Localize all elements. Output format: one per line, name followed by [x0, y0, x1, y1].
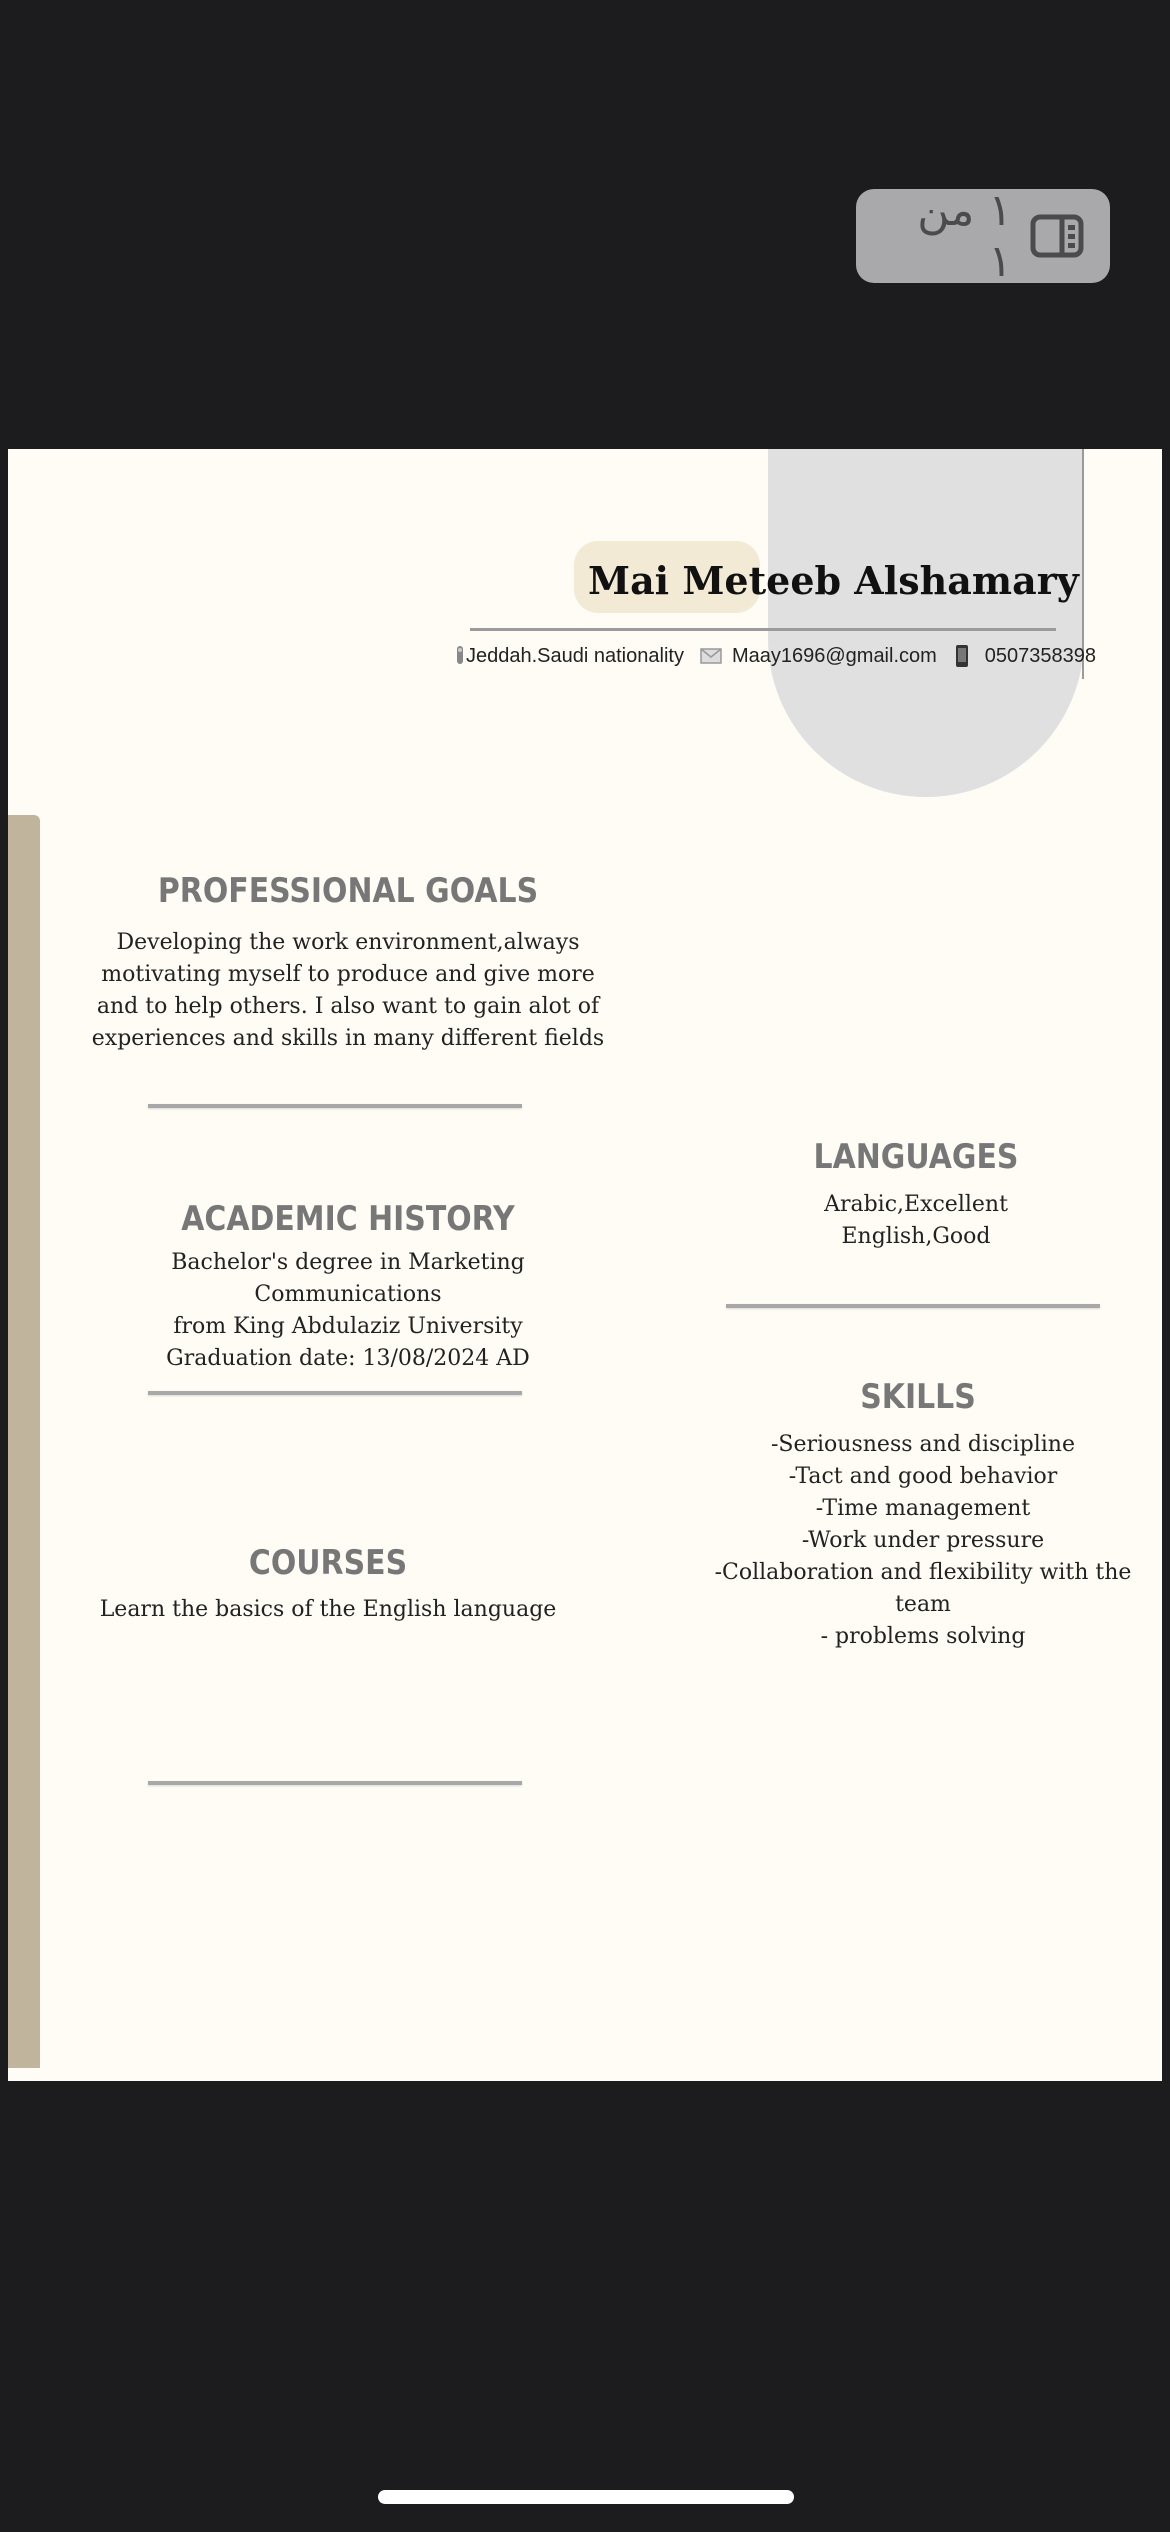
skills-heading: SKILLS [860, 1377, 976, 1417]
section-divider [148, 1391, 522, 1395]
section-divider [148, 1104, 522, 1108]
location-pin-icon [456, 644, 464, 668]
contact-email[interactable]: Maay1696@gmail.com [731, 644, 937, 667]
languages-text [696, 1189, 1136, 1253]
home-indicator[interactable] [378, 2490, 794, 2504]
languages-heading: LANGUAGES [813, 1137, 1019, 1177]
accent-side-bar [8, 815, 40, 2068]
professional-goals-heading: PROFESSIONAL GOALS [157, 871, 539, 911]
text-line: Communications [254, 1282, 442, 1307]
section-divider [726, 1304, 1100, 1308]
page-indicator-text: ١ من ١ [917, 185, 1012, 287]
text-line: -Time management [815, 1496, 1031, 1521]
text-line: Bachelor's degree in Marketing [171, 1250, 525, 1275]
courses-heading: COURSES [248, 1543, 408, 1583]
contact-line [456, 639, 1097, 673]
text-line: English,Good [841, 1224, 991, 1249]
name-divider [470, 628, 1056, 631]
text-line: from King Abdulaziz University [173, 1314, 523, 1339]
courses-text [68, 1594, 588, 1626]
text-line: -Work under pressure [801, 1528, 1045, 1553]
mail-icon [700, 648, 722, 664]
reader-sidebar-icon [1030, 214, 1084, 258]
academic-history-text [108, 1247, 588, 1375]
text-line: motivating myself to produce and give more [101, 962, 595, 987]
text-line: -Collaboration and flexibility with the [714, 1560, 1132, 1585]
text-line: experiences and skills in many different fields [91, 1026, 605, 1051]
text-line: Arabic,Excellent [824, 1192, 1008, 1217]
professional-goals-text [88, 927, 608, 1055]
text-line: - problems solving [820, 1624, 1026, 1649]
academic-history-heading: ACADEMIC HISTORY [181, 1199, 515, 1239]
contact-phone[interactable]: 0507358398 [984, 644, 1097, 667]
contact-location: Jeddah.Saudi nationality [466, 644, 684, 667]
resume-name: Mai Meteeb Alshamary [588, 558, 1079, 603]
phone-icon [955, 644, 969, 668]
text-line: -Seriousness and discipline [770, 1432, 1075, 1457]
header-decoration [768, 449, 1084, 797]
section-divider [148, 1781, 522, 1785]
text-line: and to help others. I also want to gain alot of [96, 994, 600, 1019]
text-line: -Tact and good behavior [788, 1464, 1058, 1489]
skills-text [688, 1429, 1158, 1653]
text-line: Learn the basics of the English language [99, 1597, 557, 1622]
text-line: Developing the work environment,always [116, 930, 580, 955]
text-line: Graduation date: 13/08/2024 AD [166, 1346, 530, 1371]
text-line: team [895, 1592, 951, 1617]
page-indicator[interactable] [856, 185, 1110, 287]
resume-page[interactable] [8, 449, 1162, 2081]
